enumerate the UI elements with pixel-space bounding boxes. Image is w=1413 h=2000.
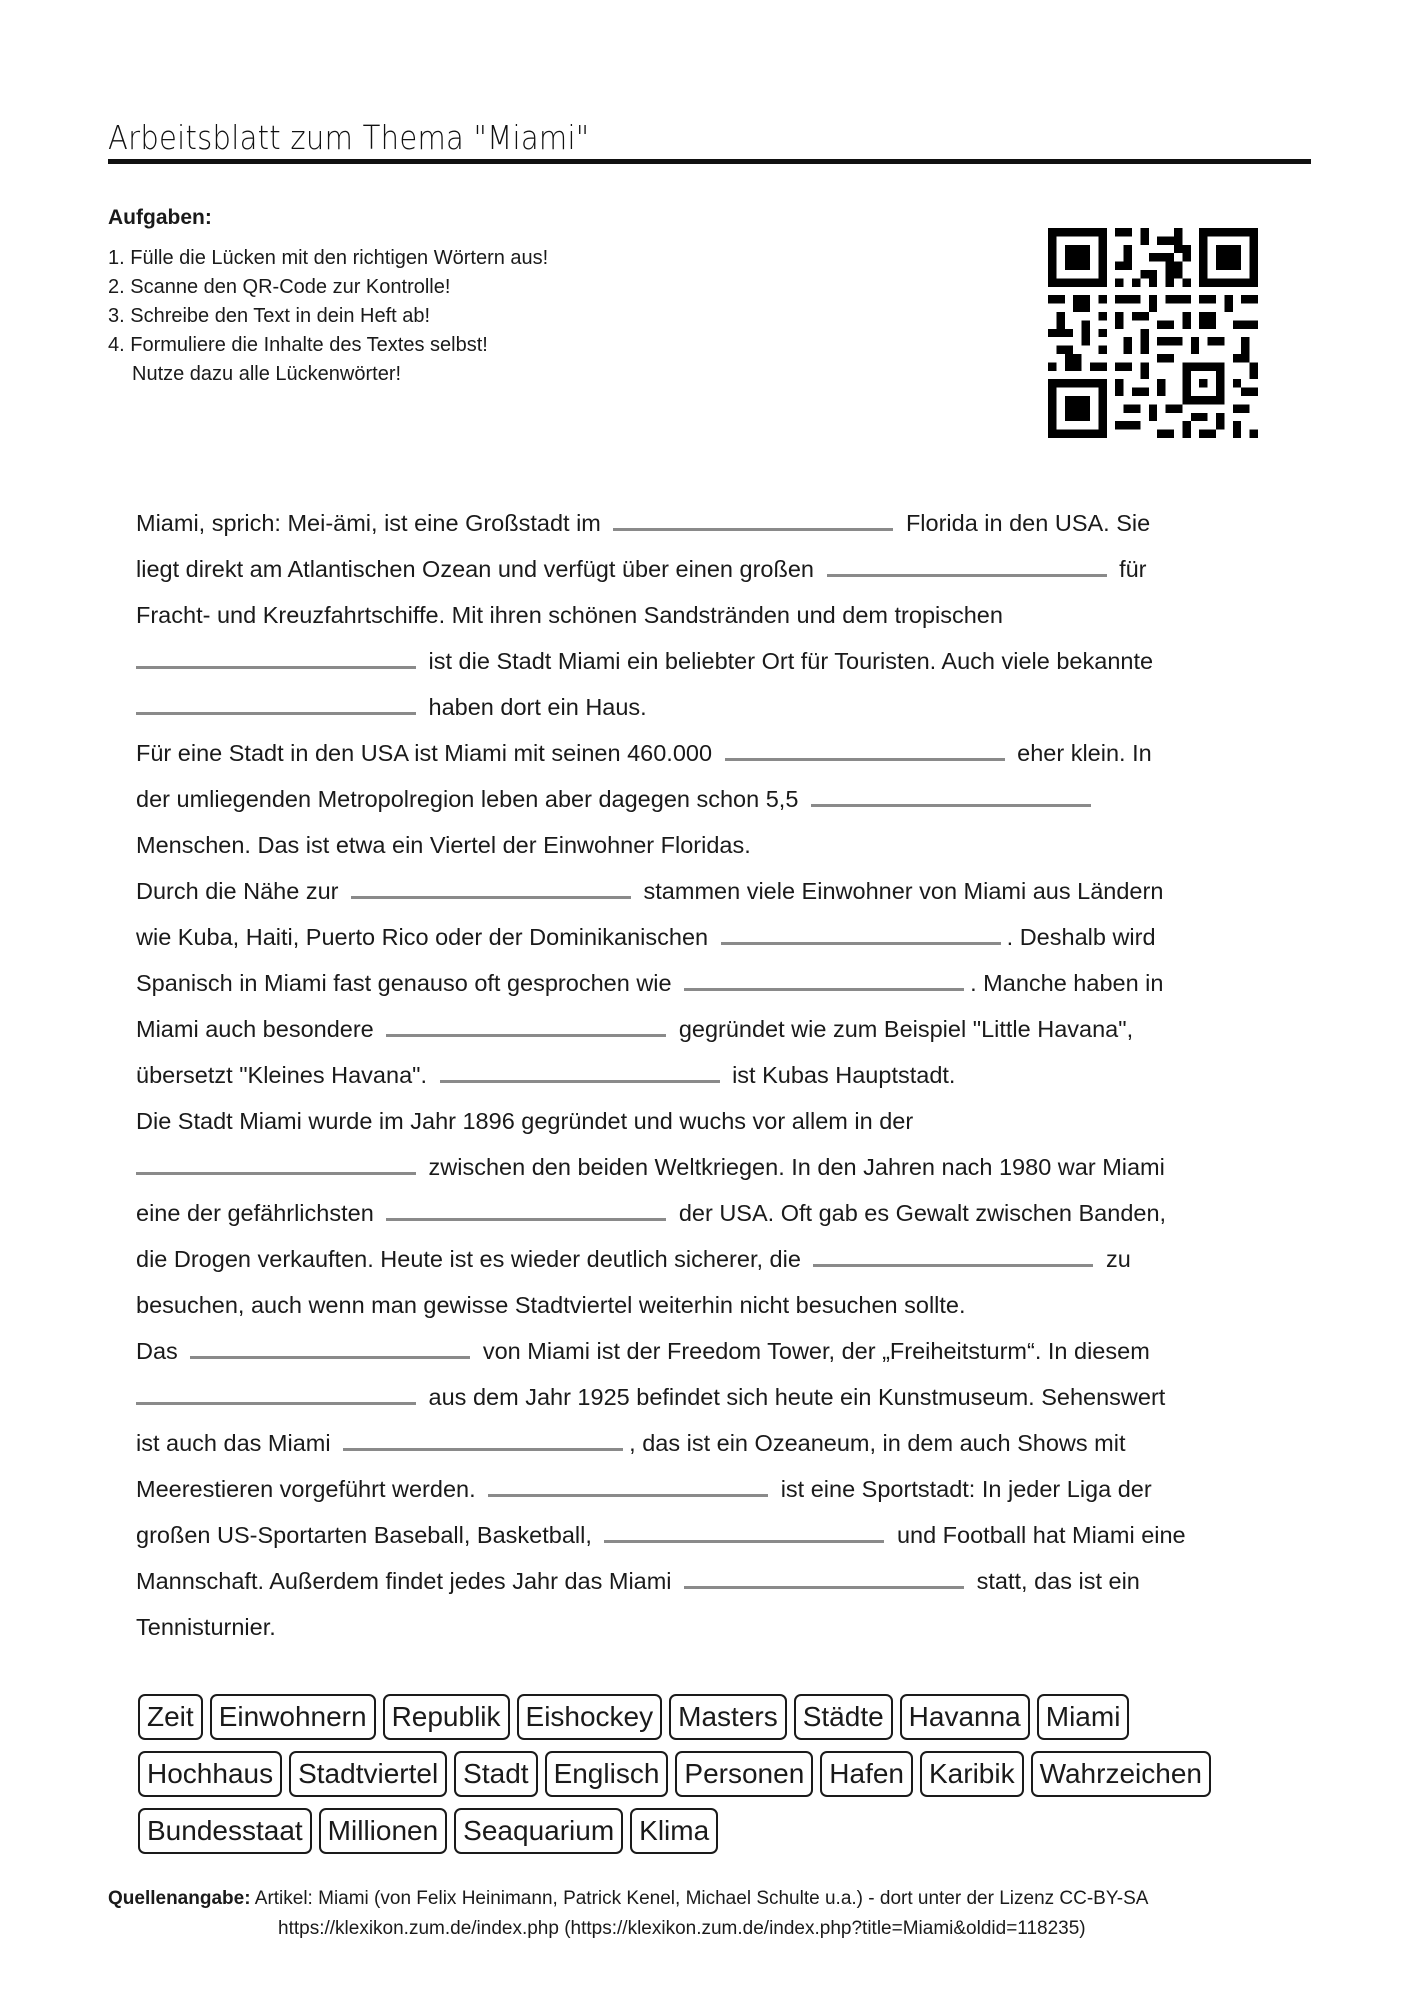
text-span: besuchen, auch wenn man gewisse Stadtviertel weiterhin nicht besuchen sollte. <box>136 1292 966 1318</box>
word-tile[interactable]: Eishockey <box>517 1694 663 1740</box>
word-bank-row <box>138 1694 1298 1740</box>
word-tile[interactable]: Wahrzeichen <box>1031 1751 1211 1797</box>
word-tile[interactable]: Bundesstaat <box>138 1808 312 1854</box>
text-span: Menschen. Das ist etwa ein Viertel der Einwohner Floridas. <box>136 832 751 858</box>
text-span: eher klein. In <box>1017 740 1152 766</box>
text-line <box>136 638 1286 684</box>
source-note <box>108 1884 1148 1944</box>
task-item: 4. Formuliere die Inhalte des Textes selbst! <box>108 334 488 356</box>
blank-field[interactable] <box>488 1472 768 1497</box>
blank-field[interactable] <box>440 1058 720 1083</box>
word-bank-row <box>138 1751 1298 1797</box>
word-bank-row <box>138 1808 1298 1854</box>
text-line <box>136 776 1286 822</box>
text-line <box>136 960 1286 1006</box>
blank-field[interactable] <box>343 1426 623 1451</box>
text-line <box>136 1282 1286 1328</box>
word-tile[interactable]: Personen <box>675 1751 813 1797</box>
text-line <box>136 1098 1286 1144</box>
text-span: gegründet wie zum Beispiel "Little Havana", <box>678 1016 1134 1042</box>
task-item: 2. Scanne den QR-Code zur Kontrolle! <box>108 276 451 298</box>
word-tile[interactable]: Hafen <box>820 1751 913 1797</box>
word-tile[interactable]: Zeit <box>138 1694 203 1740</box>
word-bank <box>138 1694 1298 1865</box>
text-span: . Deshalb wird <box>1006 924 1156 950</box>
blank-field[interactable] <box>684 1564 964 1589</box>
title-rule <box>108 159 1311 164</box>
text-span: wie Kuba, Haiti, Puerto Rico oder der Dominikanischen <box>136 924 709 950</box>
text-span: Spanisch in Miami fast genauso oft gesprochen wie <box>136 970 672 996</box>
text-span: Fracht- und Kreuzfahrtschiffe. Mit ihren schönen Sandstränden und dem tropischen <box>136 602 1003 628</box>
text-span: liegt direkt am Atlantischen Ozean und verfügt über einen großen <box>136 556 814 582</box>
blank-field[interactable] <box>684 966 964 991</box>
text-span: für <box>1119 556 1147 582</box>
text-span: ist die Stadt Miami ein beliebter Ort für Touristen. Auch viele bekannte <box>428 648 1154 674</box>
word-tile[interactable]: Stadtviertel <box>289 1751 447 1797</box>
cloze-text <box>136 500 1286 1650</box>
word-tile[interactable]: Miami <box>1037 1694 1130 1740</box>
blank-field[interactable] <box>190 1334 470 1359</box>
text-line <box>136 1466 1286 1512</box>
text-span: statt, das ist ein <box>976 1568 1140 1594</box>
word-tile[interactable]: Millionen <box>319 1808 448 1854</box>
blank-field[interactable] <box>721 920 1001 945</box>
text-line <box>136 684 1286 730</box>
source-label: Quellenangabe: <box>108 1888 251 1909</box>
page-title: Arbeitsblatt zum Thema "Miami" <box>108 118 590 157</box>
text-span: der umliegenden Metropolregion leben aber dagegen schon 5,5 <box>136 786 799 812</box>
blank-field[interactable] <box>827 552 1107 577</box>
blank-field[interactable] <box>813 1242 1093 1267</box>
blank-field[interactable] <box>386 1012 666 1037</box>
word-tile[interactable]: Masters <box>669 1694 787 1740</box>
blank-field[interactable] <box>136 690 416 715</box>
blank-field[interactable] <box>604 1518 884 1543</box>
text-line <box>136 1236 1286 1282</box>
blank-field[interactable] <box>136 1380 416 1405</box>
word-tile[interactable]: Seaquarium <box>454 1808 623 1854</box>
word-tile[interactable]: Städte <box>794 1694 893 1740</box>
text-line <box>136 1374 1286 1420</box>
text-line <box>136 914 1286 960</box>
text-span: Miami, sprich: Mei-ämi, ist eine Großstadt im <box>136 510 601 536</box>
text-span: ist eine Sportstadt: In jeder Liga der <box>780 1476 1152 1502</box>
text-span: haben dort ein Haus. <box>428 694 647 720</box>
task-item: 3. Schreibe den Text in dein Heft ab! <box>108 305 431 327</box>
text-span: Mannschaft. Außerdem findet jedes Jahr das Miami <box>136 1568 672 1594</box>
text-line <box>136 730 1286 776</box>
text-line <box>136 1190 1286 1236</box>
blank-field[interactable] <box>136 1150 416 1175</box>
text-span: Durch die Nähe zur <box>136 878 339 904</box>
text-span: Tennisturnier. <box>136 1614 276 1640</box>
word-tile[interactable]: Hochhaus <box>138 1751 282 1797</box>
task-list <box>108 244 548 389</box>
text-span: zwischen den beiden Weltkriegen. In den Jahren nach 1980 war Miami <box>428 1154 1165 1180</box>
text-line <box>136 1604 1286 1650</box>
text-span: zu <box>1105 1246 1131 1272</box>
blank-field[interactable] <box>136 644 416 669</box>
text-span: Die Stadt Miami wurde im Jahr 1896 gegründet und wuchs vor allem in der <box>136 1108 914 1134</box>
text-line <box>136 1512 1286 1558</box>
text-line <box>136 1006 1286 1052</box>
word-tile[interactable]: Havanna <box>900 1694 1030 1740</box>
tasks-heading: Aufgaben: <box>108 206 212 229</box>
text-span: stammen viele Einwohner von Miami aus Ländern <box>643 878 1164 904</box>
text-span: ist auch das Miami <box>136 1430 331 1456</box>
word-tile[interactable]: Republik <box>383 1694 510 1740</box>
text-span: Florida in den USA. Sie <box>905 510 1151 536</box>
word-tile[interactable]: Einwohnern <box>210 1694 376 1740</box>
text-line <box>136 822 1286 868</box>
text-span: , das ist ein Ozeaneum, in dem auch Shows mit <box>629 1430 1126 1456</box>
source-url[interactable]: https://klexikon.zum.de/index.php (https://klexikon.zum.de/index.php?title=Miami&oldid=118235) <box>278 1918 1086 1939</box>
blank-field[interactable] <box>386 1196 666 1221</box>
text-span: aus dem Jahr 1925 befindet sich heute ein Kunstmuseum. Sehenswert <box>428 1384 1166 1410</box>
text-line <box>136 500 1286 546</box>
source-text: Artikel: Miami (von Felix Heinimann, Patrick Kenel, Michael Schulte u.a.) - dort unter der Lizenz CC-BY-SA <box>254 1888 1149 1909</box>
text-span: Das <box>136 1338 178 1364</box>
text-line <box>136 1420 1286 1466</box>
text-span: . Manche haben in <box>970 970 1164 996</box>
text-span: übersetzt "Kleines Havana". <box>136 1062 428 1088</box>
blank-field[interactable] <box>613 506 893 531</box>
text-line <box>136 1558 1286 1604</box>
word-tile[interactable]: Englisch <box>545 1751 669 1797</box>
word-tile[interactable]: Stadt <box>454 1751 537 1797</box>
text-span: und Football hat Miami eine <box>896 1522 1186 1548</box>
text-span: Für eine Stadt in den USA ist Miami mit seinen 460.000 <box>136 740 713 766</box>
text-line <box>136 1328 1286 1374</box>
word-tile[interactable]: Karibik <box>920 1751 1024 1797</box>
text-span: ist Kubas Hauptstadt. <box>732 1062 956 1088</box>
task-item: Nutze dazu alle Lückenwörter! <box>132 363 402 385</box>
text-line <box>136 592 1286 638</box>
text-line <box>136 546 1286 592</box>
text-span: die Drogen verkauften. Heute ist es wieder deutlich sicherer, die <box>136 1246 801 1272</box>
task-item: 1. Fülle die Lücken mit den richtigen Wörtern aus! <box>108 247 549 269</box>
text-span: Meerestieren vorgeführt werden. <box>136 1476 476 1502</box>
qr-code-icon[interactable] <box>1048 228 1258 438</box>
blank-field[interactable] <box>725 736 1005 761</box>
text-span: Miami auch besondere <box>136 1016 374 1042</box>
text-span: eine der gefährlichsten <box>136 1200 374 1226</box>
blank-field[interactable] <box>811 782 1091 807</box>
text-line <box>136 1052 1286 1098</box>
word-tile[interactable]: Klima <box>630 1808 718 1854</box>
text-line <box>136 1144 1286 1190</box>
text-line <box>136 868 1286 914</box>
blank-field[interactable] <box>351 874 631 899</box>
text-span: von Miami ist der Freedom Tower, der „Freiheitsturm“. In diesem <box>482 1338 1150 1364</box>
text-span: der USA. Oft gab es Gewalt zwischen Banden, <box>678 1200 1167 1226</box>
source-line <box>108 1884 1148 1914</box>
text-span: großen US-Sportarten Baseball, Basketball, <box>136 1522 592 1548</box>
